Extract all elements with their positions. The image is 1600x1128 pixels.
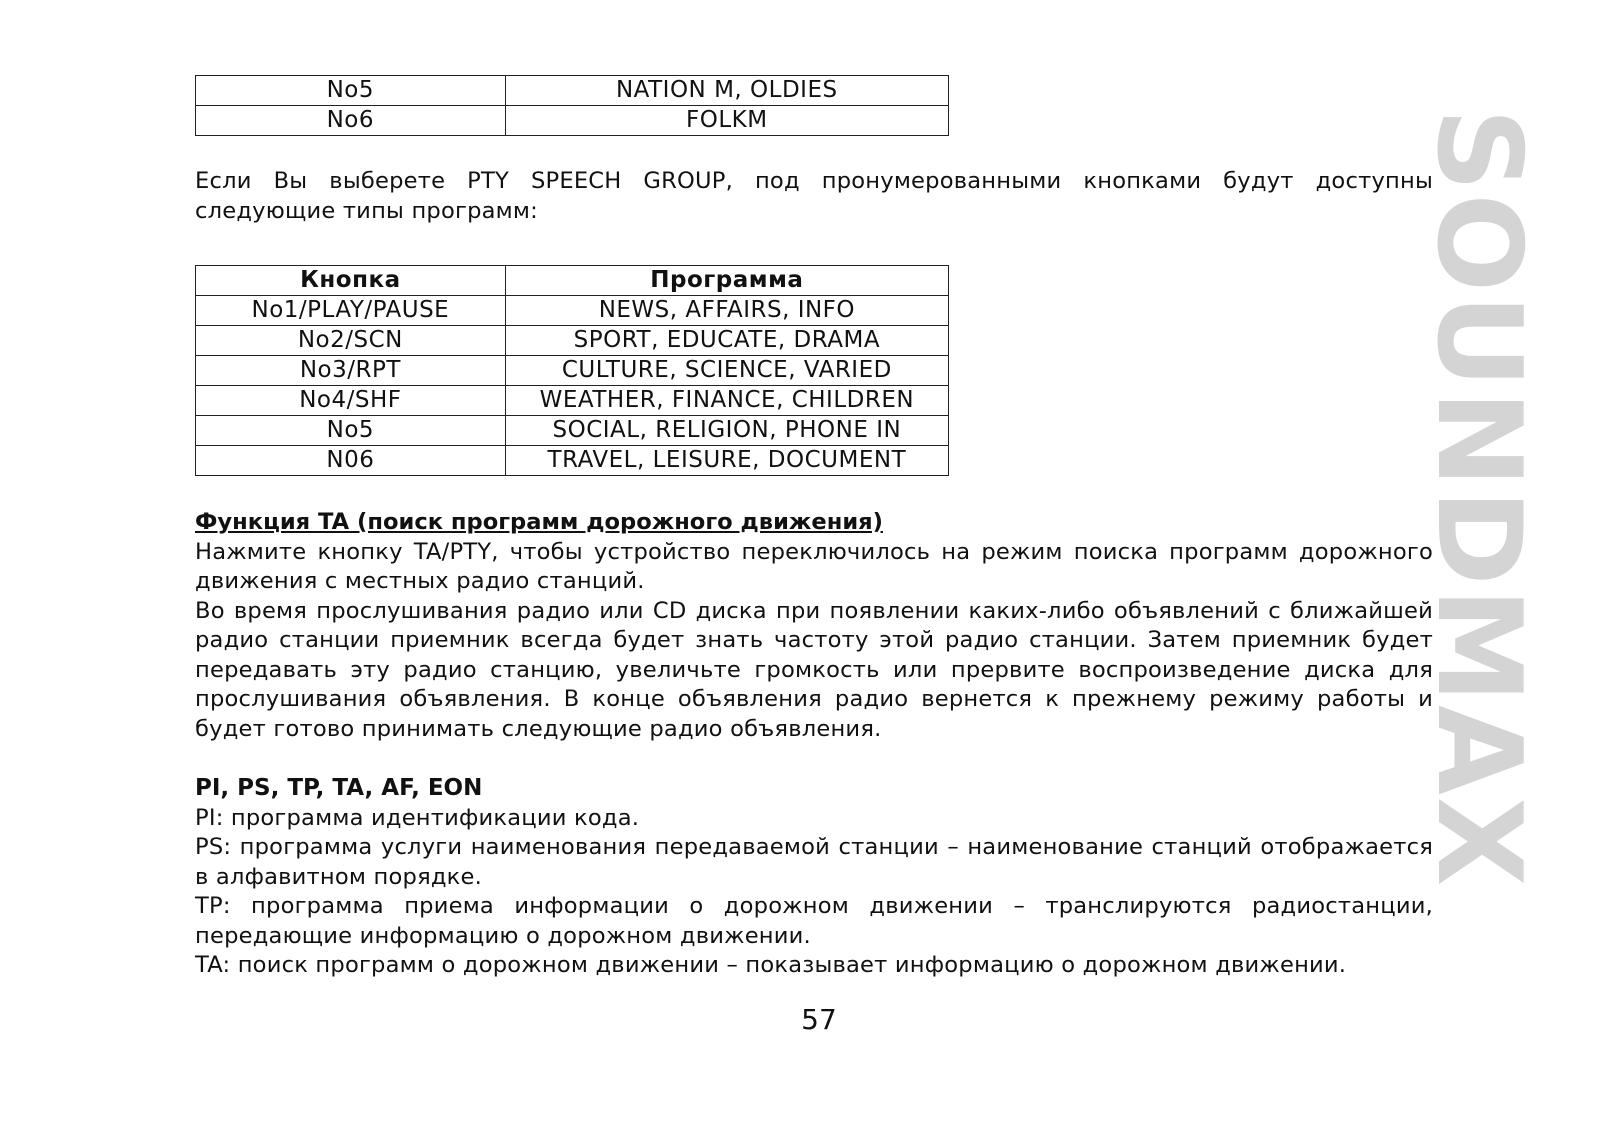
table-row: [196, 106, 949, 136]
page-number: 57: [801, 1003, 837, 1036]
ta-section-heading: Функция TA (поиск программ дорожного движения): [195, 509, 883, 535]
button-cell: No6: [196, 106, 506, 136]
ta-paragraph: Нажмите кнопку TA/PTY, чтобы устройство переключилось на режим поиска программ дорожного движения с местных радио станций.: [195, 538, 1433, 594]
button-cell: No2/SCN: [196, 326, 506, 356]
table-row: [196, 446, 949, 476]
table-row: [196, 386, 949, 416]
program-cell: FOLKM: [505, 106, 948, 136]
tp-definition: TP: программа приема информации о дорожном движении – транслируются радиостанции, передающие информацию о дорожном движении.: [195, 893, 1433, 949]
table-row: [196, 326, 949, 356]
button-cell: No4/SHF: [196, 386, 506, 416]
program-cell: SOCIAL, RELIGION, PHONE IN: [505, 416, 948, 446]
button-cell: No3/RPT: [196, 356, 506, 386]
program-cell: NATION M, OLDIES: [505, 76, 948, 106]
pi-section-heading: PI, PS, TP, TA, AF, EON: [195, 775, 483, 801]
ta-paragraph: Во время прослушивания радио или CD диска при появлении каких-либо объявлений с ближайшей радио станции приемник всегда будет знать частоту этой радио станции. Затем приемник будет передавать эту радио станцию, увеличьте громкость или прервите воспроизведение диска для прослушивания объявления. В конце объявления радио вернется к прежнему режиму работы и будет готово принимать следующие радио объявления.: [195, 597, 1433, 742]
ps-definition: PS: программа услуги наименования передаваемой станции – наименование станций отображается в алфавитном порядке.: [195, 834, 1433, 890]
button-cell: N06: [196, 446, 506, 476]
table-header-row: [196, 266, 949, 296]
program-cell: NEWS, AFFAIRS, INFO: [505, 296, 948, 326]
page-content: [195, 75, 1433, 981]
column-header-program: Программа: [505, 266, 948, 296]
program-cell: SPORT, EDUCATE, DRAMA: [505, 326, 948, 356]
table-row: [196, 76, 949, 106]
table-row: [196, 416, 949, 446]
button-cell: No1/PLAY/PAUSE: [196, 296, 506, 326]
table-row: [196, 356, 949, 386]
pty-table-continued: [195, 75, 949, 136]
pty-speech-table: [195, 265, 949, 476]
table-row: [196, 296, 949, 326]
program-cell: WEATHER, FINANCE, CHILDREN: [505, 386, 948, 416]
button-cell: No5: [196, 416, 506, 446]
program-cell: CULTURE, SCIENCE, VARIED: [505, 356, 948, 386]
button-cell: No5: [196, 76, 506, 106]
ta-definition: TA: поиск программ о дорожном движении – показывает информацию о дорожном движении.: [195, 952, 1347, 978]
pi-definition: PI: программа идентификации кода.: [195, 804, 640, 831]
column-header-button: Кнопка: [196, 266, 506, 296]
pty-speech-paragraph: Если Вы выберете PTY SPEECH GROUP, под пронумерованными кнопками будут доступны следующие типы программ:: [195, 168, 1433, 224]
program-cell: TRAVEL, LEISURE, DOCUMENT: [505, 446, 948, 476]
brand-logo: SOUNDMAX: [1411, 108, 1546, 889]
